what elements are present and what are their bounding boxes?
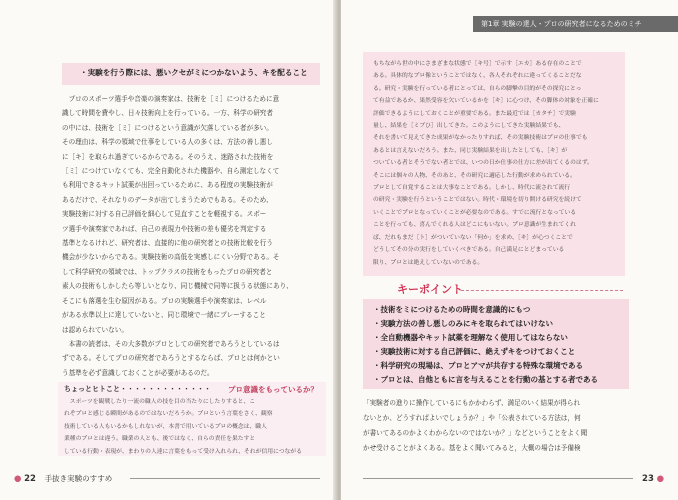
note-line: 評価できるようにしておくことが重要である。また最近では［カタチ］で実験 xyxy=(373,110,576,117)
note-line: もちながら世の中にさまざまな状態で［キ号］で示す［エカ］ある存在のことで xyxy=(373,61,582,67)
body-line: ツ選手や演奏家であれば、自己の表現力や技術の差も優劣を判定する xyxy=(62,224,267,233)
body-line: ないとか、どうすればよいでしょうか？」や「公表されている方法は，何 xyxy=(363,414,581,422)
left-footer-rule xyxy=(130,478,320,479)
note-line: ある。具体的なプロ像ということではなく、各人それぞれに違ってくることだな xyxy=(373,73,582,80)
left-footer-title: 手抜き実験のすすめ xyxy=(44,474,113,483)
note-line: る。研究・実験を行っている者にとっては、自らの脚撃の目的がその探究にとっ xyxy=(373,85,582,92)
body-line: は認められていない。 xyxy=(62,325,128,334)
left-banner xyxy=(62,63,320,85)
body-line: かせ受けることがよくある。基をよく聞いてみると，大概の場合は予備検 xyxy=(363,444,581,452)
left-body xyxy=(62,92,324,380)
keypoint-item: ・実験方法の善し悪しのみにキを取られてはいけない xyxy=(373,319,553,328)
body-line: 実験技術に対する自己評価を細心して見直すことを軽視する。スポー xyxy=(62,210,267,219)
body-line: その理由は、科学の領域で仕事をしている人の多くは、方法の善し悪し xyxy=(62,138,273,147)
comment-line: れぞプロと感じる瞬間があるのではないだろうか。プロという言葉をさく、観察 xyxy=(64,411,273,418)
note-body xyxy=(373,58,619,269)
body-line: が書いてあるのかよくわからないのではないか？」などということをよく聞 xyxy=(363,429,588,437)
note-box xyxy=(363,52,625,276)
body-line: に［キ］を取られ過ぎているからである。そのうえ、迷路された技術を xyxy=(62,152,274,161)
keypoint-item: ・科学研究の現場は、プロとアマが共存する特殊な環境である xyxy=(373,361,583,370)
body-line: 素人の技術もしかしたら等しいとなり、同じ機械で同等に扱うる状態にあり、 xyxy=(62,282,293,291)
body-line: 機会が少ないからである。実験技術の高低を実感しにくい分野である。そ xyxy=(62,253,280,262)
body-line: 基準となるけれど、研究者は、直接的に他の研究者との技術比較を行う xyxy=(62,239,273,248)
note-line: いくことでプロとなっていくことが必要なのである。すでに流行となっている xyxy=(373,209,577,216)
body-line: 本書の読者は、その大多数がプロとしての研究者であろうとしているは xyxy=(62,339,280,348)
keypoint-list xyxy=(373,303,625,387)
body-line: 「実験者の進りに操作しているにもかかわらず、満足のいく結果が得られ xyxy=(363,399,581,407)
comment-line: している行動・表現が、まわりの人達に言葉をもって受け入れられ、それが信用につながる xyxy=(64,448,302,455)
body-line: 識して時間を費やし、日々技術向上を行っている。一方、科学の研究者 xyxy=(62,109,273,118)
right-footer xyxy=(642,474,664,484)
keypoint-box xyxy=(363,299,629,389)
left-footer xyxy=(14,473,112,484)
note-line: て有益であるか、果然受容を欠いているかを［キ］に心つけ、その脚体の対象を正確に xyxy=(373,98,599,105)
note-line: の研究・実験を行うということではない。時代・環境を切り開ける研究を続けて xyxy=(373,197,582,204)
left-page-number: 22 xyxy=(24,474,36,484)
comment-line: 業種のプロとは違う。職業の人とも、後ではなく、自らの責任を果たすと xyxy=(64,436,256,443)
note-line: あるとは言えないだろう。また、同じ実験結果を出したとしても、［キ］が xyxy=(373,147,568,154)
right-body xyxy=(363,396,633,456)
right-page xyxy=(341,0,678,500)
body-line: の中には、技術を［ミ］につけるという意識が欠落している者が多い。 xyxy=(62,123,273,132)
body-line: あるだけで、それなりのデータが出てしまうためでもある。そのため、 xyxy=(62,195,273,204)
body-line: ずである。そしてプロの研究者であろうとするならば、プロとは何かとい xyxy=(62,354,280,363)
note-line: 限り、プロとは絶えしていないのである。 xyxy=(373,259,484,266)
right-page-number: 23 xyxy=(642,474,654,484)
note-line: プロとして自覚することは大事なことである。しかし、時代に流されて流行 xyxy=(373,185,571,192)
comment-line: 技術している人もいるかもしれないが、本書で用いているプロの概念は、職人 xyxy=(64,423,267,430)
body-line: がある水準以上に達していないと、同じ環境で一緒にプレーすること xyxy=(62,311,266,320)
comment-box-title: ちょっとヒトこと・・・・・・・・・・・・・ xyxy=(64,385,211,393)
note-line: それを書いて見えてきた成果がなかったりすれば、その実験技術はプロの仕事でも xyxy=(373,135,588,142)
note-line: そこには個々の人物、そのあと、その研究に適応した行動が求められている。 xyxy=(373,172,576,179)
page-marker-icon: ● xyxy=(14,474,22,484)
note-line: ば、だれもまだ［ト］がついていない「何か」を求め、［キ］が心つくことで xyxy=(373,234,573,241)
body-line: プロのスポーツ選手や音楽の演奏家は、技術を［ミ］につけるために意 xyxy=(62,95,280,103)
body-line: も利用できるキット試薬が出回っているために、ある程度の実験技術が xyxy=(62,181,273,190)
left-page xyxy=(0,0,337,500)
comment-line: スポーツを観戦したり一流の職人の技を目の当たりにしたりすると、こ xyxy=(64,399,256,405)
page-marker-icon: ● xyxy=(656,474,664,484)
left-banner-text: ・実験を行う際には、悪いクセがミにつかないよう、キを配ること xyxy=(80,68,308,77)
body-line: そこにも落選を生む原因がある。プロの実験選手や演奏家は、レベル xyxy=(62,296,267,305)
note-line: どうしてその分の実行をしていくべきである。自己満足にとどまっている xyxy=(373,247,565,254)
keypoint-item: ・実験技術に対する自己評価に、絶えずキをつけておくこと xyxy=(373,347,576,356)
body-line: ［ミ］につけていなくても、完全自動化された機器や、自ら測定しなくて xyxy=(62,167,280,176)
comment-box-heading: プロ意識をもっているか？ xyxy=(228,385,318,394)
keypoint-item: ・プロとは、自他ともに言を与えることを行動の基とする者である xyxy=(373,375,598,384)
keypoint-divider xyxy=(461,290,623,291)
right-footer-rule xyxy=(363,478,633,479)
keypoint-heading: キーポイント xyxy=(397,283,463,296)
note-line: ついている者とそうでない者とでは、いつの日か仕事の仕方に差が出てくるのはず。 xyxy=(373,160,593,167)
note-line: 量し、結果を［ミブひ］出してきた。このようにしてきた実験結果でも、 xyxy=(373,123,565,130)
comment-box-body xyxy=(64,396,322,458)
note-line: ことを行っても、喜んでくれる人はどこにもいない。プロ意識が生まれてくれ xyxy=(373,222,576,229)
body-line: して科学研究の領域では、トップクラスの技術をもったプロの研究者と xyxy=(62,267,273,276)
keypoint-item: ・全自動機器やキット試薬を理解なく使用してはならない xyxy=(373,333,568,342)
chapter-header: 第1章 実験の達人・プロの研究者になるためのミチ xyxy=(473,16,678,32)
keypoint-item: ・技術をミにつけるための時間を意識的にもつ xyxy=(373,305,531,314)
body-line: う基準を必ず意識しておくことが必要があるのだ。 xyxy=(62,368,214,377)
comment-box-header xyxy=(58,382,326,396)
comment-box xyxy=(58,382,326,456)
